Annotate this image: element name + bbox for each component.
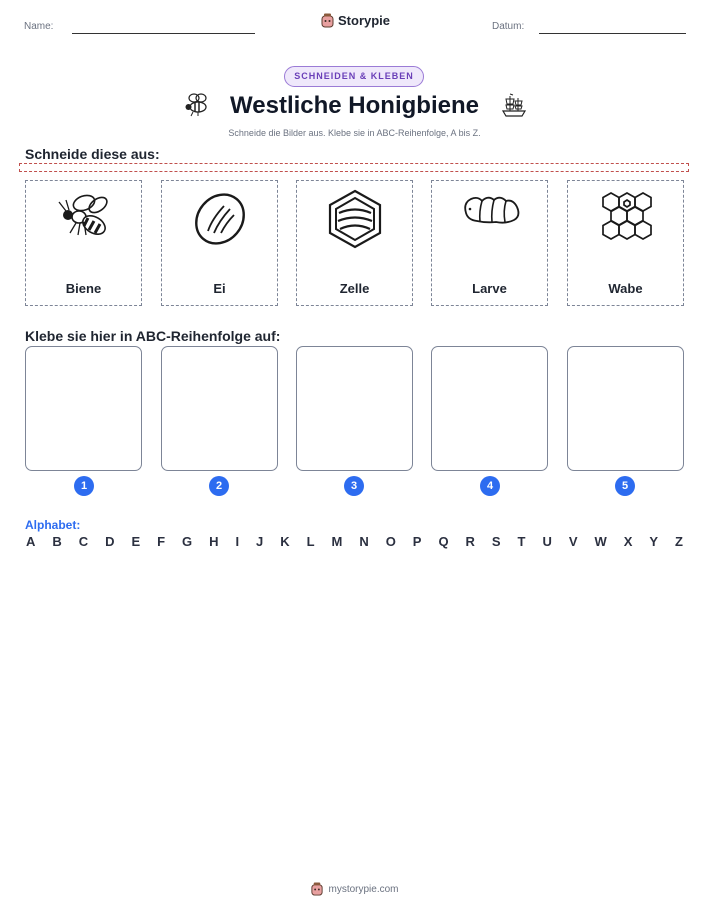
paste-section-heading: Klebe sie hier in ABC-Reihenfolge auf: [25, 328, 281, 344]
alphabet-letter: N [359, 534, 369, 549]
date-label: Datum: [492, 21, 525, 32]
alphabet-letter: K [280, 534, 290, 549]
slot-number-badge: 1 [74, 476, 94, 496]
cut-line [19, 163, 689, 172]
alphabet-letter: E [131, 534, 141, 549]
alphabet-letter: T [517, 534, 526, 549]
storypie-mascot-icon [310, 882, 324, 896]
egg-icon [190, 189, 250, 249]
alphabet-letter: F [157, 534, 166, 549]
larva-icon [460, 189, 522, 233]
ship-icon [500, 93, 528, 119]
cut-card-zelle[interactable] [296, 180, 413, 306]
date-line[interactable] [539, 33, 686, 34]
cut-card-larve[interactable] [431, 180, 548, 306]
alphabet-letter: S [491, 534, 501, 549]
paste-slot-1[interactable] [25, 346, 142, 471]
cut-section-heading: Schneide diese aus: [25, 146, 160, 162]
paste-slot-2[interactable] [161, 346, 278, 471]
alphabet-letter: V [568, 534, 578, 549]
alphabet-letter: U [542, 534, 552, 549]
paste-slot-4[interactable] [431, 346, 548, 471]
hexagon-cell-icon [325, 189, 385, 249]
alphabet-row [26, 534, 683, 549]
name-line[interactable] [72, 33, 255, 34]
footer [0, 882, 709, 896]
cut-card-ei[interactable] [161, 180, 278, 306]
alphabet-letter: Q [438, 534, 449, 549]
card-label: Biene [65, 281, 102, 296]
card-label: Larve [472, 281, 507, 296]
alphabet-letter: B [52, 534, 62, 549]
alphabet-letter: W [594, 534, 607, 549]
honeycomb-icon [596, 189, 658, 249]
footer-url[interactable]: mystorypie.com [328, 883, 399, 895]
alphabet-letter: L [306, 534, 315, 549]
paste-slot-3[interactable] [296, 346, 413, 471]
alphabet-heading: Alphabet: [25, 518, 81, 532]
alphabet-letter: Y [649, 534, 659, 549]
instructions: Schneide die Bilder aus. Klebe sie in ABC-Reihenfolge, A bis Z. [228, 128, 481, 138]
brand-logo [320, 13, 390, 28]
slot-number-badge: 5 [615, 476, 635, 496]
bee-icon [54, 189, 114, 245]
alphabet-letter: M [331, 534, 343, 549]
alphabet-letter: C [78, 534, 89, 549]
paste-slot-5[interactable] [567, 346, 684, 471]
alphabet-letter: A [26, 534, 36, 549]
alphabet-letter: H [209, 534, 219, 549]
activity-badge: SCHNEIDEN & KLEBEN [284, 66, 424, 87]
page-title: Westliche Honigbiene [230, 92, 479, 119]
alphabet-letter: O [385, 534, 396, 549]
brand-name: Storypie [338, 13, 391, 28]
name-label: Name: [24, 21, 54, 32]
alphabet-letter: I [235, 534, 240, 549]
slot-number-badge: 2 [209, 476, 229, 496]
alphabet-letter: R [465, 534, 475, 549]
alphabet-letter: P [412, 534, 422, 549]
card-label: Wabe [608, 281, 643, 296]
storypie-mascot-icon [320, 13, 335, 28]
slot-number-badge: 4 [480, 476, 500, 496]
alphabet-letter: X [623, 534, 633, 549]
cut-card-wabe[interactable] [567, 180, 684, 306]
alphabet-letter: J [256, 534, 264, 549]
alphabet-letter: G [182, 534, 193, 549]
alphabet-letter: D [105, 534, 115, 549]
alphabet-letter: Z [674, 534, 683, 549]
slot-number-badge: 3 [344, 476, 364, 496]
card-label: Zelle [339, 281, 370, 296]
card-label: Ei [213, 281, 226, 296]
cut-card-biene[interactable] [25, 180, 142, 306]
